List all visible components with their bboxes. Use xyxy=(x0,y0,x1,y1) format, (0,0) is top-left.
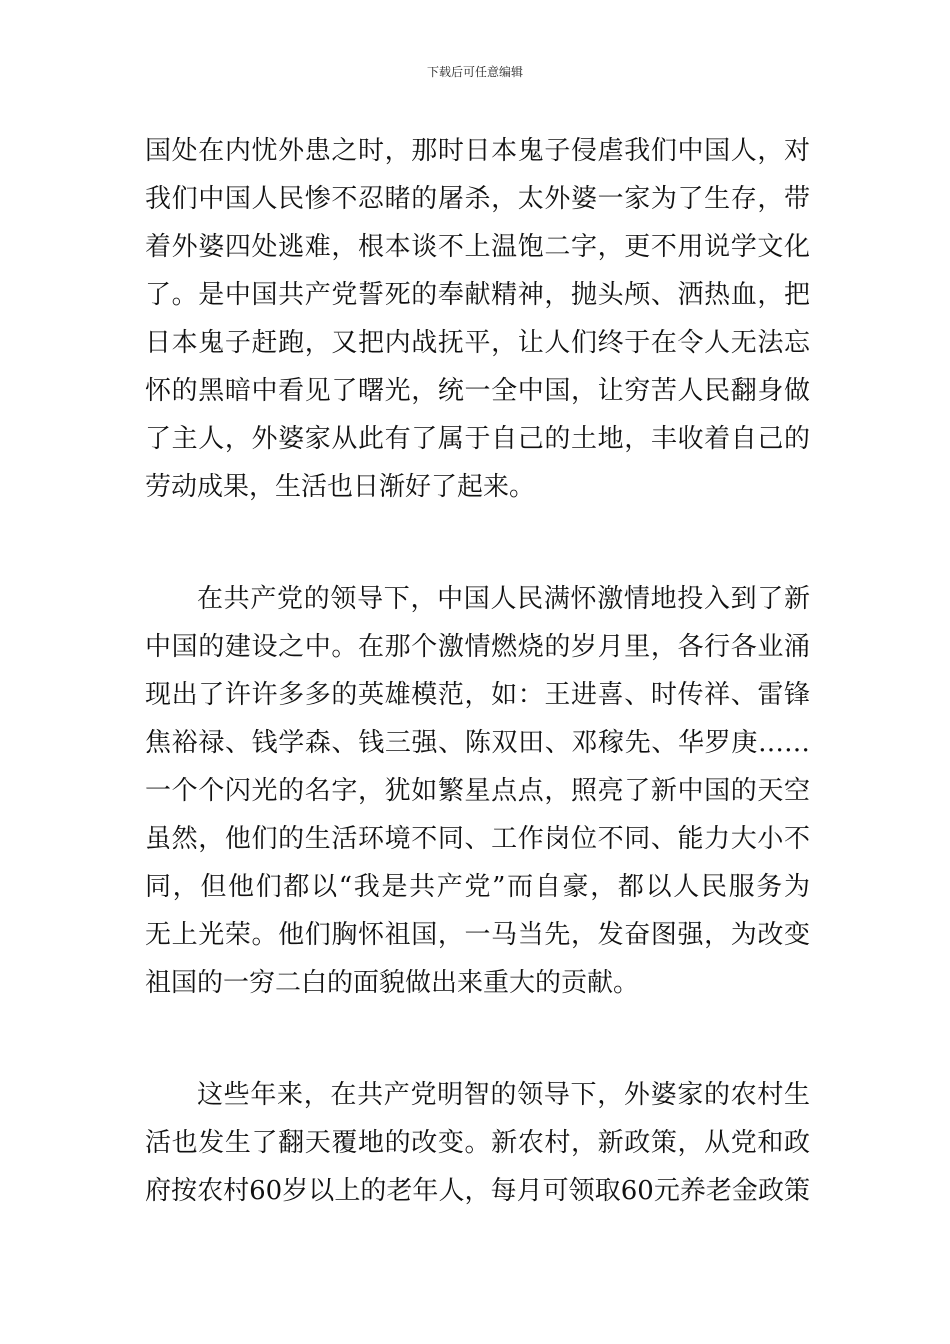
text-line: 无上光荣。他们胸怀祖国，一马当先，发奋图强，为改变 xyxy=(145,920,810,950)
paragraph-3 xyxy=(145,1071,810,1215)
text-line: 劳动成果，生活也日渐好了起来。 xyxy=(145,472,536,502)
text-line: 着外婆四处逃难，根本谈不上温饱二字，更不用说学文化 xyxy=(145,232,810,262)
text-line: 同，但他们都以“我是共产党”而自豪，都以人民服务为 xyxy=(145,872,810,902)
text-line: 现出了许许多多的英雄模范，如：王进喜、时传祥、雷锋 xyxy=(145,680,810,710)
text-line: 在共产党的领导下，中国人民满怀激情地投入到了新 xyxy=(197,584,810,614)
paragraph-1 xyxy=(145,127,810,511)
text-line: 了主人，外婆家从此有了属于自己的土地，丰收着自己的 xyxy=(145,424,810,454)
text-line: 虽然，他们的生活环境不同、工作岗位不同、能力大小不 xyxy=(145,824,810,854)
text-line: 府按农村60岁以上的老年人，每月可领取60元养老金政策 xyxy=(145,1176,810,1206)
text-line: 怀的黑暗中看见了曙光，统一全中国，让穷苦人民翻身做 xyxy=(145,376,810,406)
paragraph-2 xyxy=(145,575,810,1007)
text-line: 焦裕禄、钱学森、钱三强、陈双田、邓稼先、华罗庚…… xyxy=(145,728,810,758)
page-header: 下载后可任意编辑 xyxy=(426,65,523,79)
text-line: 这些年来，在共产党明智的领导下，外婆家的农村生 xyxy=(197,1080,810,1110)
text-line: 祖国的一穷二白的面貌做出来重大的贡献。 xyxy=(145,968,640,998)
text-line: 我们中国人民惨不忍睹的屠杀，太外婆一家为了生存，带 xyxy=(145,184,810,214)
text-line: 日本鬼子赶跑，又把内战抚平，让人们终于在令人无法忘 xyxy=(145,328,810,358)
text-line: 一个个闪光的名字，犹如繁星点点，照亮了新中国的天空 xyxy=(145,776,810,806)
text-line: 中国的建设之中。在那个激情燃烧的岁月里，各行各业涌 xyxy=(145,632,810,662)
text-line: 了。是中国共产党誓死的奉献精神，抛头颅、洒热血，把 xyxy=(145,280,810,310)
text-line: 活也发生了翻天覆地的改变。新农村，新政策，从党和政 xyxy=(145,1128,810,1158)
text-line: 国处在内忧外患之时，那时日本鬼子侵虐我们中国人，对 xyxy=(145,136,810,166)
